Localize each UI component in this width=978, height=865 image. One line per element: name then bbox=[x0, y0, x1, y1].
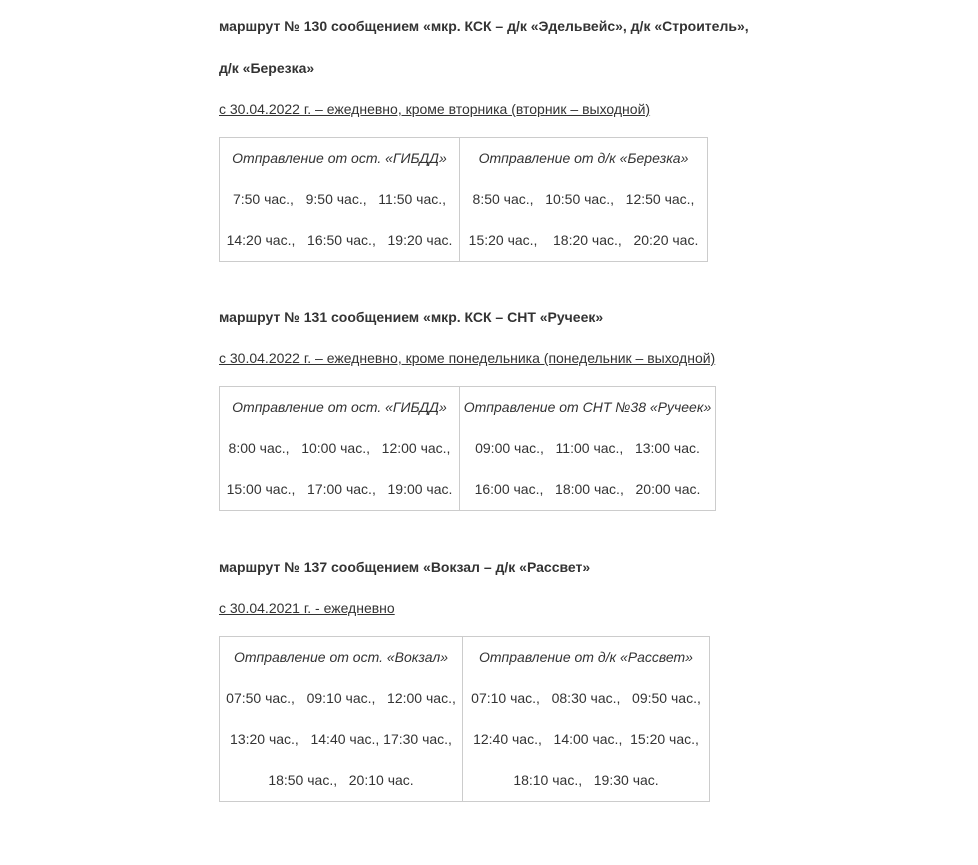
route-137-column-vokzal bbox=[220, 637, 463, 802]
column-header: Отправление от д/к «Березка» bbox=[478, 150, 689, 166]
route-137-title: маршрут № 137 сообщением «Вокзал – д/к «Рассвет» bbox=[219, 559, 591, 575]
route-131-schedule-table bbox=[219, 386, 716, 511]
departure-times: 18:10 час., 19:30 час. bbox=[513, 772, 659, 788]
route-130-column-berezka bbox=[460, 138, 708, 262]
departure-times: 14:20 час., 16:50 час., 19:20 час. bbox=[226, 232, 453, 248]
route-130-title: маршрут № 130 сообщением «мкр. КСК – д/к «Эдельвейс», д/к «Строитель», bbox=[219, 18, 749, 34]
departure-times: 18:50 час., 20:10 час. bbox=[268, 772, 414, 788]
departure-times: 12:40 час., 14:00 час., 15:20 час., bbox=[473, 731, 699, 747]
route-130-title-cont: д/к «Березка» bbox=[219, 60, 315, 76]
departure-times: 07:10 час., 08:30 час., 09:50 час., bbox=[471, 690, 701, 706]
departure-times: 07:50 час., 09:10 час., 12:00 час., bbox=[226, 690, 456, 706]
route-131-date: с 30.04.2022 г. – ежедневно, кроме понедельника (понедельник – выходной) bbox=[219, 350, 716, 366]
route-137-column-rassvet bbox=[463, 637, 710, 802]
route-131-column-gibdd bbox=[220, 387, 460, 511]
column-header: Отправление от ост. «ГИБДД» bbox=[232, 399, 447, 415]
column-header: Отправление от ост. «Вокзал» bbox=[233, 649, 449, 665]
departure-times: 09:00 час., 11:00 час., 13:00 час. bbox=[475, 440, 700, 456]
route-137-date: с 30.04.2021 г. - ежедневно bbox=[219, 600, 395, 616]
route-130-schedule-table bbox=[219, 137, 708, 262]
departure-times: 7:50 час., 9:50 час., 11:50 час., bbox=[232, 191, 447, 207]
column-header: Отправление от ост. «ГИБДД» bbox=[232, 150, 447, 166]
route-130-column-gibdd bbox=[220, 138, 460, 262]
departure-times: 15:00 час., 17:00 час., 19:00 час. bbox=[226, 481, 453, 497]
departure-times: 13:20 час., 14:40 час., 17:30 час., bbox=[230, 731, 452, 747]
departure-times: 16:00 час., 18:00 час., 20:00 час. bbox=[474, 481, 701, 497]
departure-times: 8:50 час., 10:50 час., 12:50 час., bbox=[472, 191, 695, 207]
route-131-column-rucheek bbox=[460, 387, 716, 511]
departure-times: 8:00 час., 10:00 час., 12:00 час., bbox=[228, 440, 451, 456]
route-137-schedule-table bbox=[219, 636, 710, 802]
route-131-title: маршрут № 131 сообщением «мкр. КСК – СНТ «Ручеек» bbox=[219, 309, 604, 325]
departure-times: 15:20 час., 18:20 час., 20:20 час. bbox=[468, 232, 699, 248]
column-header: Отправление от СНТ №38 «Ручеек» bbox=[463, 399, 712, 415]
route-130-date: с 30.04.2022 г. – ежедневно, кроме вторника (вторник – выходной) bbox=[219, 101, 651, 117]
column-header: Отправление от д/к «Рассвет» bbox=[479, 649, 693, 665]
